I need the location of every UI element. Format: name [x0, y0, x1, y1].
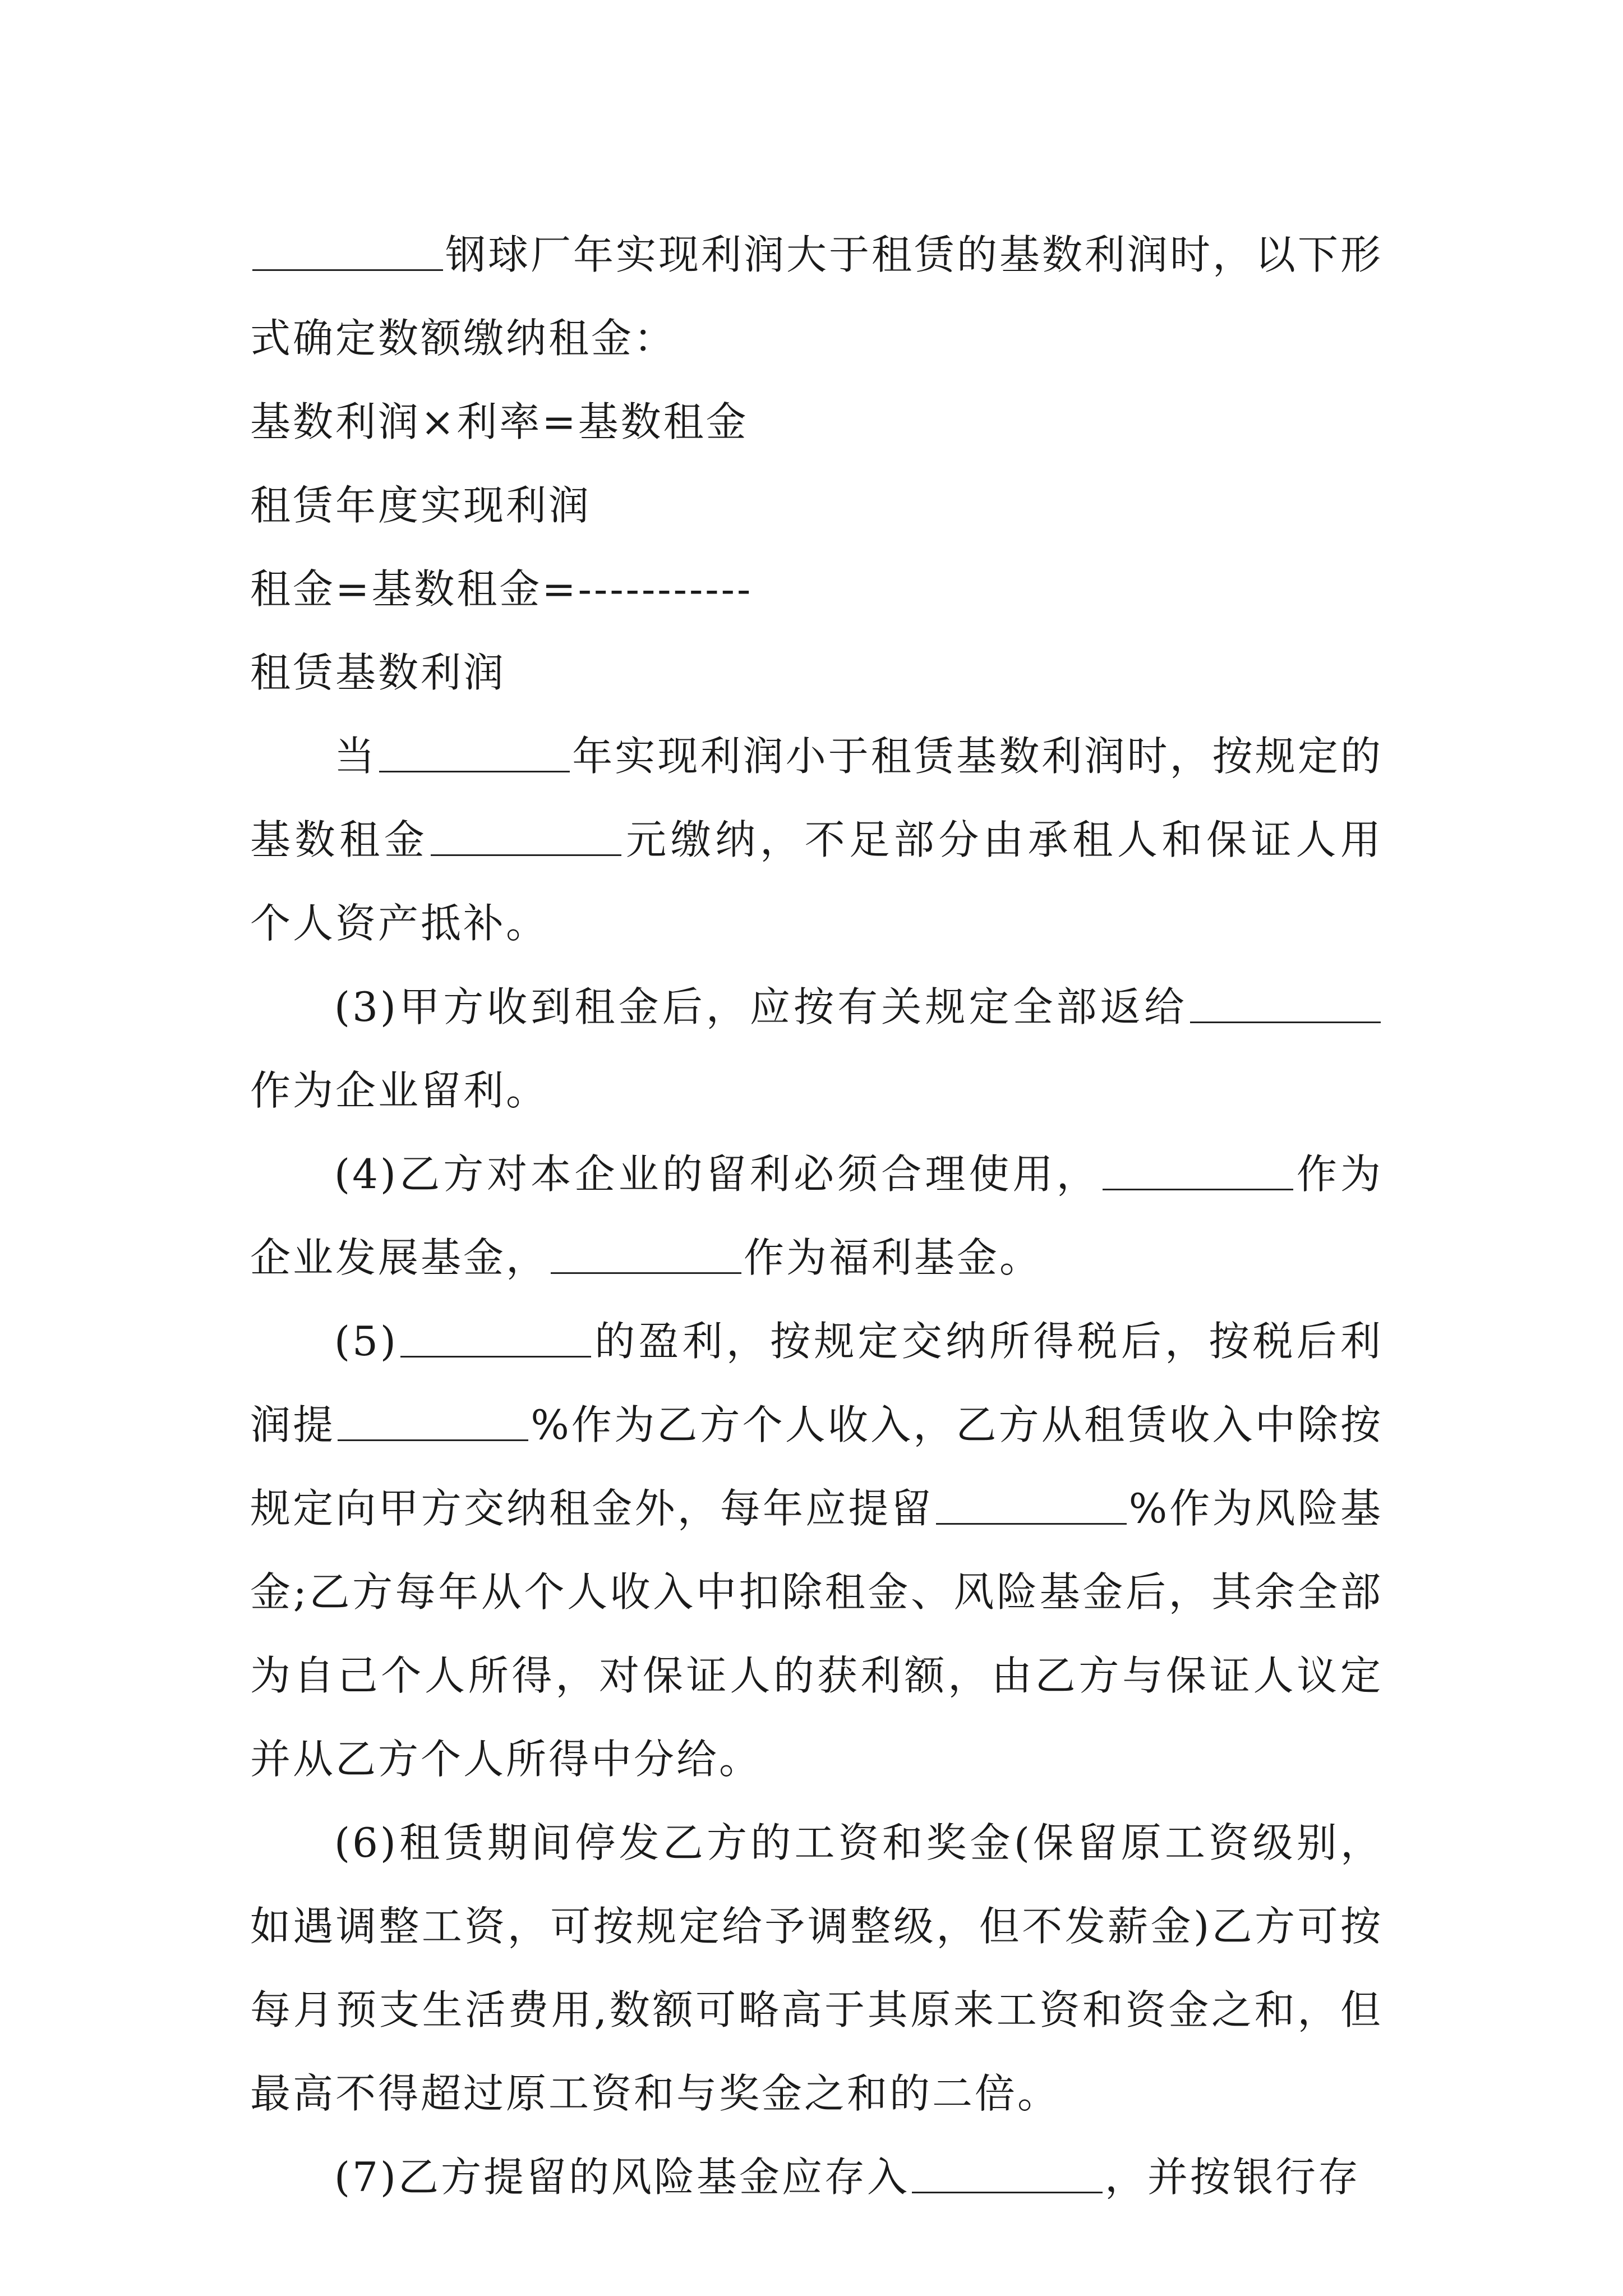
item-4-text-c: 作为福利基金。: [744, 1234, 1043, 1281]
item-7-text-a: (7)乙方提留的风险基金应存入: [334, 2154, 910, 2201]
paragraph-item-5: [250, 1300, 1383, 1801]
paragraph-1: [250, 213, 1383, 380]
blank-field[interactable]: [912, 2158, 1103, 2193]
formula-denominator: 租赁基数利润: [250, 649, 506, 696]
item-4-text-b: 作为企业发展基金，: [250, 1151, 1383, 1281]
blank-field[interactable]: [338, 1406, 528, 1441]
formula-base-rent: 基数利润×利率=基数租金: [250, 398, 749, 445]
item-5-text-b: 的盈利，按规定交纳所得税后，按税后利润提: [250, 1318, 1383, 1448]
blank-field[interactable]: [400, 1322, 591, 1358]
paragraph-1-text: 钢球厂年实现利润大于租赁的基数利润时，以下形式确定数额缴纳租金：: [250, 231, 1384, 362]
item-7-text-b: ，并按银行存: [1105, 2154, 1361, 2201]
paragraph-item-6: (6)租赁期间停发乙方的工资和奖金(保留原工资级别，如遇调整工资，可按规定给予调整级，但不发薪金)乙方可按每月预支生活费用,数额可略高于其原来工资和资金之和，但最高不得超过原工资和与奖金之和的二倍。: [250, 1819, 1383, 2117]
blank-field[interactable]: [252, 236, 443, 271]
paragraph-2-text-b: 年实现利润小于租赁基数利润时，按规定的基数租金: [250, 733, 1383, 863]
paragraph-2: [250, 715, 1383, 965]
blank-field[interactable]: [936, 1489, 1127, 1525]
formula-rent: 租金=基数租金=-----------: [250, 565, 753, 613]
item-3-text-a: (3)甲方收到租金后，应按有关规定全部返给: [334, 983, 1188, 1030]
item-4-text-a: (4)乙方对本企业的留利必须合理使用，: [334, 1151, 1100, 1198]
blank-field[interactable]: [431, 821, 621, 856]
blank-field[interactable]: [551, 1239, 741, 1274]
item-5-text-a: (5): [334, 1318, 398, 1365]
paragraph-item-3: [250, 965, 1383, 1133]
paragraph-item-7: [250, 2136, 1383, 2219]
blank-field[interactable]: [1103, 1155, 1293, 1190]
blank-field[interactable]: [1190, 988, 1381, 1023]
item-5-text-c: %作为乙方个人收入，乙方从租赁收入中除按规定向甲方交纳租金外，每年应提留: [250, 1401, 1383, 1532]
formula-numerator: 租赁年度实现利润: [250, 482, 592, 529]
paragraph-2-text-a: 当: [334, 733, 377, 780]
item-5-text-d: %作为风险基金;乙方每年从个人收入中扣除租金、风险基金后，其余全部为自己个人所得，对保证人的获利额，由乙方与保证人议定并从乙方个人所得中分给。: [250, 1485, 1383, 1783]
item-3-text-b: 作为企业留利。: [250, 1067, 549, 1114]
paragraph-item-4: [250, 1133, 1383, 1300]
document-page: [250, 213, 1383, 2219]
paragraph-2-text-c: 元缴纳，不足部分由承租人和保证人用个人资产抵补。: [250, 816, 1383, 947]
blank-field[interactable]: [379, 737, 570, 772]
